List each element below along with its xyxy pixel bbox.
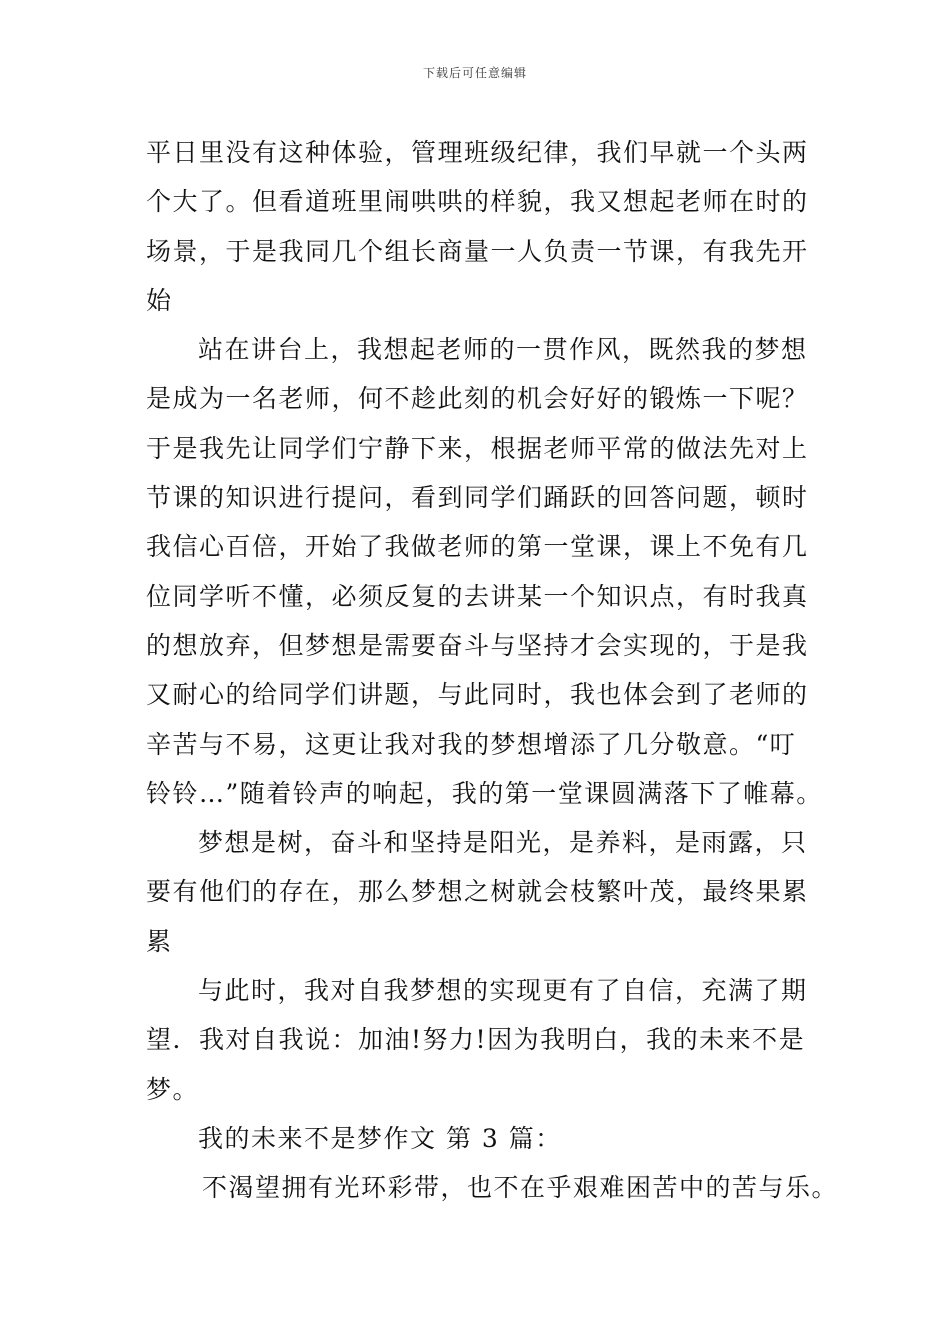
paragraph-5 <box>146 1163 839 1212</box>
paragraph-1 <box>146 128 836 325</box>
text-line: 节课的知识进行提问，看到同学们踊跃的回答问题，顿时 <box>146 483 809 513</box>
text-line: 铃铃…”随着铃声的响起，我的第一堂课圆满落下了帷幕。 <box>146 778 823 808</box>
text-line: 个大了。但看道班里闹哄哄的样貌，我又想起老师在时的 <box>146 187 809 217</box>
text-line: 望．我对自我说：加油!努力!因为我明白，我的未来不是 <box>146 1025 806 1055</box>
text-line: 要有他们的存在，那么梦想之树就会枝繁叶茂，最终果累 <box>146 877 809 907</box>
text-line: 不渴望拥有光环彩带，也不在乎艰难困苦中的苦与乐。 <box>202 1173 839 1203</box>
text-line: 我信心百倍，开始了我做老师的第一堂课，课上不免有几 <box>146 532 809 562</box>
paragraph-2 <box>146 325 836 818</box>
section-heading <box>146 1114 836 1163</box>
text-line: 平日里没有这种体验，管理班级纪律，我们早就一个头两 <box>146 138 809 167</box>
text-line: 站在讲台上，我想起老师的一贯作风，既然我的梦想 <box>198 335 808 365</box>
text-line: 的想放弃，但梦想是需要奋斗与坚持才会实现的，于是我 <box>146 630 809 660</box>
page-header: 下载后可任意编辑 <box>422 66 527 80</box>
text-line: 始 <box>146 285 173 315</box>
text-line: 梦想是树，奋斗和坚持是阳光，是养料，是雨露，只 <box>198 828 808 858</box>
text-line: 辛苦与不易，这更让我对我的梦想增添了几分敬意。“叮 <box>146 729 797 759</box>
document-body <box>146 128 839 1213</box>
text-line: 与此时，我对自我梦想的实现更有了自信，充满了期 <box>198 976 808 1006</box>
text-line: 于是我先让同学们宁静下来，根据老师平常的做法先对上 <box>146 433 809 463</box>
text-line: 我的未来不是梦作文 第 3 篇： <box>198 1123 562 1153</box>
paragraph-3 <box>146 818 836 966</box>
text-line: 是成为一名老师，何不趁此刻的机会好好的锻炼一下呢？ <box>146 384 809 414</box>
paragraph-4 <box>146 966 836 1114</box>
text-line: 累 <box>146 926 173 956</box>
text-line: 又耐心的给同学们讲题，与此同时，我也体会到了老师的 <box>146 680 809 710</box>
text-line: 梦。 <box>146 1074 200 1104</box>
text-line: 位同学听不懂，必须反复的去讲某一个知识点，有时我真 <box>146 581 809 611</box>
text-line: 场景，于是我同几个组长商量一人负责一节课，有我先开 <box>146 236 809 266</box>
